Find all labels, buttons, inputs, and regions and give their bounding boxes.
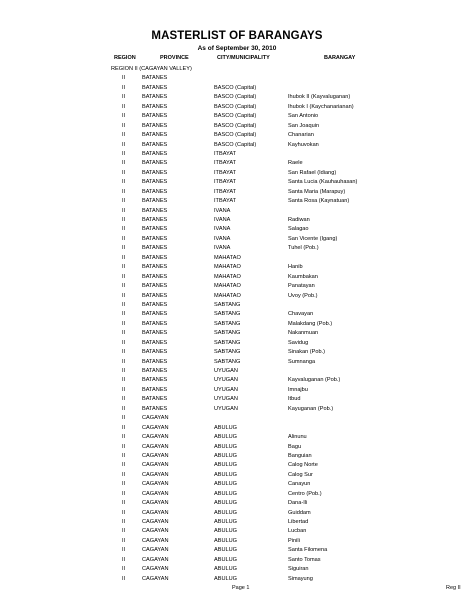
table-row — [0, 518, 474, 527]
cell-city: ABULUG — [214, 471, 238, 478]
cell-city: UYUGAN — [214, 405, 238, 412]
cell-barangay: Sumnanga — [288, 358, 316, 365]
cell-city: ABULUG — [214, 509, 238, 516]
table-row — [0, 84, 474, 93]
cell-province: CAGAYAN — [142, 452, 169, 459]
region-label-row — [0, 65, 474, 74]
header-province: PROVINCE — [160, 55, 189, 61]
table-row — [0, 527, 474, 536]
cell-province: BATANES — [142, 283, 168, 290]
cell-barangay: Kayhuvokan — [288, 141, 319, 148]
cell-province: CAGAYAN — [142, 537, 169, 544]
cell-region: II — [122, 547, 126, 554]
cell-province: BATANES — [142, 188, 168, 195]
cell-barangay: Hanib — [288, 264, 303, 271]
table-row — [0, 122, 474, 131]
table-row — [0, 216, 474, 225]
table-row — [0, 112, 474, 121]
cell-barangay: Ihubok II (Kayvaluganan) — [288, 94, 351, 101]
cell-city: ITBAYAT — [214, 169, 237, 176]
cell-barangay: Ihubok I (Kaychanarianan) — [288, 103, 354, 110]
cell-region: II — [122, 254, 126, 261]
cell-region: II — [122, 452, 126, 459]
cell-province: BATANES — [142, 169, 168, 176]
cell-city: ABULUG — [214, 566, 238, 573]
table-row — [0, 565, 474, 574]
cell-city: BASCO (Capital) — [214, 103, 257, 110]
cell-barangay: Nakanmuan — [288, 330, 319, 337]
cell-province: BATANES — [142, 179, 168, 186]
table-row — [0, 452, 474, 461]
cell-city: SABTANG — [214, 320, 241, 327]
cell-province: BATANES — [142, 264, 168, 271]
cell-city: ITBAYAT — [214, 179, 237, 186]
cell-city: ITBAYAT — [214, 188, 237, 195]
table-row — [0, 254, 474, 263]
cell-province: BATANES — [142, 405, 168, 412]
cell-region: II — [122, 386, 126, 393]
cell-barangay: Imnajbu — [288, 386, 308, 393]
cell-region: II — [122, 396, 126, 403]
region-label: REGION II (CAGAYAN VALLEY) — [111, 66, 192, 72]
table-row — [0, 546, 474, 555]
barangay-table — [0, 65, 474, 584]
cell-region: II — [122, 434, 126, 441]
cell-region: II — [122, 103, 126, 110]
table-row — [0, 358, 474, 367]
cell-province: BATANES — [142, 113, 168, 120]
table-row — [0, 329, 474, 338]
cell-province: CAGAYAN — [142, 434, 169, 441]
cell-city: IVANA — [214, 226, 231, 233]
table-row — [0, 461, 474, 470]
table-row — [0, 414, 474, 423]
cell-region: II — [122, 235, 126, 242]
cell-city: UYUGAN — [214, 396, 238, 403]
cell-region: II — [122, 311, 126, 318]
cell-city: ABULUG — [214, 462, 238, 469]
cell-region: II — [122, 566, 126, 573]
table-row — [0, 490, 474, 499]
cell-region: II — [122, 537, 126, 544]
cell-city: IVANA — [214, 217, 231, 223]
cell-province: BATANES — [142, 226, 168, 233]
cell-region: II — [122, 292, 126, 299]
table-row — [0, 301, 474, 310]
table-row — [0, 244, 474, 253]
cell-region: II — [122, 509, 126, 516]
cell-barangay: Pinili — [288, 537, 300, 544]
cell-province: CAGAYAN — [142, 471, 169, 478]
cell-city: BASCO (Capital) — [214, 141, 257, 148]
cell-city: UYUGAN — [214, 386, 238, 393]
cell-region: II — [122, 122, 126, 129]
cell-city: SABTANG — [214, 358, 241, 365]
cell-province: BATANES — [142, 386, 168, 393]
cell-province: CAGAYAN — [142, 556, 169, 563]
cell-city: ABULUG — [214, 500, 238, 507]
cell-region: II — [122, 330, 126, 337]
cell-city: ABULUG — [214, 434, 238, 441]
cell-region: II — [122, 75, 126, 82]
table-row — [0, 141, 474, 150]
cell-city: MAHATAO — [214, 273, 241, 280]
cell-province: BATANES — [142, 141, 168, 148]
table-row — [0, 310, 474, 319]
cell-province: BATANES — [142, 273, 168, 280]
cell-region: II — [122, 207, 126, 214]
cell-barangay: San Vicente (Igang) — [288, 235, 338, 242]
cell-region: II — [122, 462, 126, 469]
cell-region: II — [122, 368, 126, 374]
cell-barangay: Santa Filomena — [288, 547, 328, 554]
cell-city: UYUGAN — [214, 377, 238, 384]
cell-province: BATANES — [142, 122, 168, 129]
cell-barangay: Calog Norte — [288, 462, 318, 469]
cell-barangay: Uvoy (Pob.) — [288, 292, 318, 299]
cell-city: MAHATAO — [214, 254, 241, 261]
cell-province: BATANES — [142, 349, 168, 356]
table-row — [0, 320, 474, 329]
cell-region: II — [122, 198, 126, 205]
table-row — [0, 348, 474, 357]
header-barangay: BARANGAY — [324, 55, 356, 61]
cell-region: II — [122, 217, 126, 223]
cell-region: II — [122, 481, 126, 488]
cell-barangay: Salagao — [288, 226, 309, 233]
cell-barangay: Lucban — [288, 528, 307, 535]
cell-region: II — [122, 273, 126, 280]
table-row — [0, 480, 474, 489]
cell-barangay: Canayun — [288, 481, 311, 488]
cell-region: II — [122, 405, 126, 412]
cell-province: CAGAYAN — [142, 528, 169, 535]
column-headers — [0, 55, 474, 64]
table-row — [0, 376, 474, 385]
cell-city: BASCO (Capital) — [214, 122, 257, 129]
cell-city: ABULUG — [214, 575, 238, 582]
cell-city: ITBAYAT — [214, 160, 237, 167]
cell-barangay: Alinunu — [288, 434, 307, 441]
cell-province: CAGAYAN — [142, 519, 169, 525]
cell-barangay: Santa Rosa (Kaynatuan) — [288, 198, 350, 205]
table-row — [0, 499, 474, 508]
cell-city: ABULUG — [214, 424, 238, 431]
cell-province: BATANES — [142, 150, 168, 157]
cell-province: BATANES — [142, 103, 168, 110]
cell-city: SABTANG — [214, 311, 241, 318]
cell-province: BATANES — [142, 235, 168, 242]
cell-region: II — [122, 283, 126, 290]
table-row — [0, 159, 474, 168]
table-row — [0, 443, 474, 452]
cell-province: BATANES — [142, 132, 168, 139]
cell-city: IVANA — [214, 207, 231, 214]
cell-city: BASCO (Capital) — [214, 84, 257, 91]
cell-province: CAGAYAN — [142, 500, 169, 507]
cell-region: II — [122, 349, 126, 356]
cell-province: BATANES — [142, 330, 168, 337]
cell-region: II — [122, 245, 126, 252]
cell-province: BATANES — [142, 339, 168, 346]
cell-region: II — [122, 377, 126, 384]
cell-region: II — [122, 424, 126, 431]
cell-region: II — [122, 179, 126, 186]
cell-barangay: San Joaquin — [288, 122, 320, 129]
cell-region: II — [122, 519, 126, 525]
cell-region: II — [122, 339, 126, 346]
cell-province: BATANES — [142, 292, 168, 299]
cell-barangay: Calog Sur — [288, 471, 313, 478]
cell-region: II — [122, 575, 126, 582]
cell-province: CAGAYAN — [142, 462, 169, 469]
cell-barangay: Raele — [288, 160, 303, 167]
cell-region: II — [122, 132, 126, 139]
page-number: Page 1 — [232, 585, 250, 591]
cell-region: II — [122, 188, 126, 195]
cell-region: II — [122, 556, 126, 563]
table-row — [0, 509, 474, 518]
table-row — [0, 188, 474, 197]
cell-barangay: Itbud — [288, 396, 301, 403]
cell-province: BATANES — [142, 301, 168, 308]
cell-city: ITBAYAT — [214, 198, 237, 205]
cell-barangay: Santa Maria (Marapuy) — [288, 188, 346, 195]
cell-city: BASCO (Capital) — [214, 94, 257, 101]
table-row — [0, 405, 474, 414]
table-row — [0, 131, 474, 140]
cell-province: CAGAYAN — [142, 443, 169, 450]
table-row — [0, 178, 474, 187]
cell-city: ABULUG — [214, 443, 238, 450]
page-title: MASTERLIST OF BARANGAYS — [151, 30, 323, 42]
cell-barangay: Kaumbakan — [288, 273, 318, 280]
cell-province: BATANES — [142, 94, 168, 101]
cell-barangay: San Antonio — [288, 113, 319, 120]
table-row — [0, 575, 474, 584]
cell-barangay: Santa Lucia (Kauhauhasan) — [288, 179, 358, 186]
cell-province: BATANES — [142, 217, 168, 223]
cell-barangay: Chavayan — [288, 311, 314, 318]
cell-barangay: San Rafael (Idiang) — [288, 169, 337, 176]
table-row — [0, 386, 474, 395]
table-row — [0, 150, 474, 159]
table-row — [0, 537, 474, 546]
cell-province: BATANES — [142, 396, 168, 403]
cell-province: BATANES — [142, 207, 168, 214]
cell-region: II — [122, 490, 126, 497]
cell-barangay: Guiddam — [288, 509, 311, 516]
cell-city: IVANA — [214, 235, 231, 242]
table-row — [0, 424, 474, 433]
cell-province: BATANES — [142, 358, 168, 365]
cell-province: CAGAYAN — [142, 566, 169, 573]
cell-barangay: Sinakan (Pob.) — [288, 349, 326, 356]
cell-city: ABULUG — [214, 547, 238, 554]
cell-province: CAGAYAN — [142, 424, 169, 431]
table-row — [0, 169, 474, 178]
cell-city: MAHATAO — [214, 292, 241, 299]
cell-province: BATANES — [142, 198, 168, 205]
cell-region: II — [122, 500, 126, 507]
cell-region: II — [122, 320, 126, 327]
cell-city: ITBAYAT — [214, 150, 237, 157]
table-row — [0, 74, 474, 83]
cell-region: II — [122, 226, 126, 233]
table-row — [0, 93, 474, 102]
cell-city: UYUGAN — [214, 368, 238, 374]
cell-city: ABULUG — [214, 481, 238, 488]
cell-province: CAGAYAN — [142, 547, 169, 554]
cell-region: II — [122, 113, 126, 120]
cell-city: SABTANG — [214, 339, 241, 346]
table-row — [0, 339, 474, 348]
footer-region-tag: Reg II — [446, 585, 461, 591]
cell-barangay: Dana-Ili — [288, 500, 308, 507]
table-row — [0, 433, 474, 442]
cell-region: II — [122, 150, 126, 157]
cell-barangay: Radiwan — [288, 217, 310, 223]
header-city: CITY/MUNICIPALITY — [217, 55, 270, 61]
cell-city: SABTANG — [214, 349, 241, 356]
cell-barangay: Siguiran — [288, 566, 309, 573]
cell-barangay: Santo Tomas — [288, 556, 321, 563]
cell-province: BATANES — [142, 84, 168, 91]
cell-city: IVANA — [214, 245, 231, 252]
cell-city: ABULUG — [214, 490, 238, 497]
cell-province: BATANES — [142, 320, 168, 327]
cell-region: II — [122, 443, 126, 450]
cell-province: CAGAYAN — [142, 415, 169, 422]
cell-region: II — [122, 160, 126, 167]
cell-region: II — [122, 141, 126, 148]
cell-region: II — [122, 471, 126, 478]
cell-region: II — [122, 358, 126, 365]
cell-city: ABULUG — [214, 537, 238, 544]
cell-province: BATANES — [142, 160, 168, 167]
cell-region: II — [122, 169, 126, 176]
cell-city: ABULUG — [214, 556, 238, 563]
table-row — [0, 225, 474, 234]
cell-city: ABULUG — [214, 452, 238, 459]
cell-barangay: Bagu — [288, 443, 302, 450]
cell-province: BATANES — [142, 311, 168, 318]
cell-barangay: Kayuganan (Pob.) — [288, 405, 334, 412]
cell-region: II — [122, 84, 126, 91]
cell-city: ABULUG — [214, 528, 238, 535]
cell-province: BATANES — [142, 75, 168, 82]
cell-barangay: Malakdang (Pob.) — [288, 320, 333, 327]
cell-barangay: Libertad — [288, 519, 309, 525]
cell-province: BATANES — [142, 377, 168, 384]
cell-region: II — [122, 94, 126, 101]
table-row — [0, 292, 474, 301]
table-row — [0, 556, 474, 565]
table-row — [0, 197, 474, 206]
page-subtitle: As of September 30, 2010 — [197, 45, 277, 52]
cell-barangay: Panatayan — [288, 283, 315, 290]
table-row — [0, 263, 474, 272]
cell-city: ABULUG — [214, 519, 238, 525]
cell-city: MAHATAO — [214, 283, 241, 290]
cell-province: CAGAYAN — [142, 509, 169, 516]
cell-barangay: Savidug — [288, 339, 309, 346]
cell-city: BASCO (Capital) — [214, 132, 257, 139]
cell-province: CAGAYAN — [142, 575, 169, 582]
table-row — [0, 103, 474, 112]
table-row — [0, 282, 474, 291]
cell-region: II — [122, 528, 126, 535]
cell-barangay: Kayvaluganan (Pob.) — [288, 377, 341, 384]
table-row — [0, 471, 474, 480]
table-row — [0, 395, 474, 404]
cell-province: BATANES — [142, 254, 168, 261]
cell-city: SABTANG — [214, 301, 241, 308]
header-region: REGION — [114, 55, 136, 61]
table-row — [0, 367, 474, 376]
cell-region: II — [122, 301, 126, 308]
cell-barangay: Chanarian — [288, 132, 314, 139]
cell-province: CAGAYAN — [142, 481, 169, 488]
table-row — [0, 273, 474, 282]
cell-barangay: Centro (Pob.) — [288, 490, 322, 497]
cell-region: II — [122, 264, 126, 271]
cell-city: MAHATAO — [214, 264, 241, 271]
table-row — [0, 207, 474, 216]
cell-province: CAGAYAN — [142, 490, 169, 497]
cell-province: BATANES — [142, 245, 168, 252]
cell-region: II — [122, 415, 126, 422]
cell-barangay: Simayung — [288, 575, 313, 582]
cell-barangay: Banguian — [288, 452, 312, 459]
cell-city: SABTANG — [214, 330, 241, 337]
table-row — [0, 235, 474, 244]
cell-province: BATANES — [142, 368, 168, 374]
cell-city: BASCO (Capital) — [214, 113, 257, 120]
cell-barangay: Tuhel (Pob.) — [288, 245, 319, 252]
